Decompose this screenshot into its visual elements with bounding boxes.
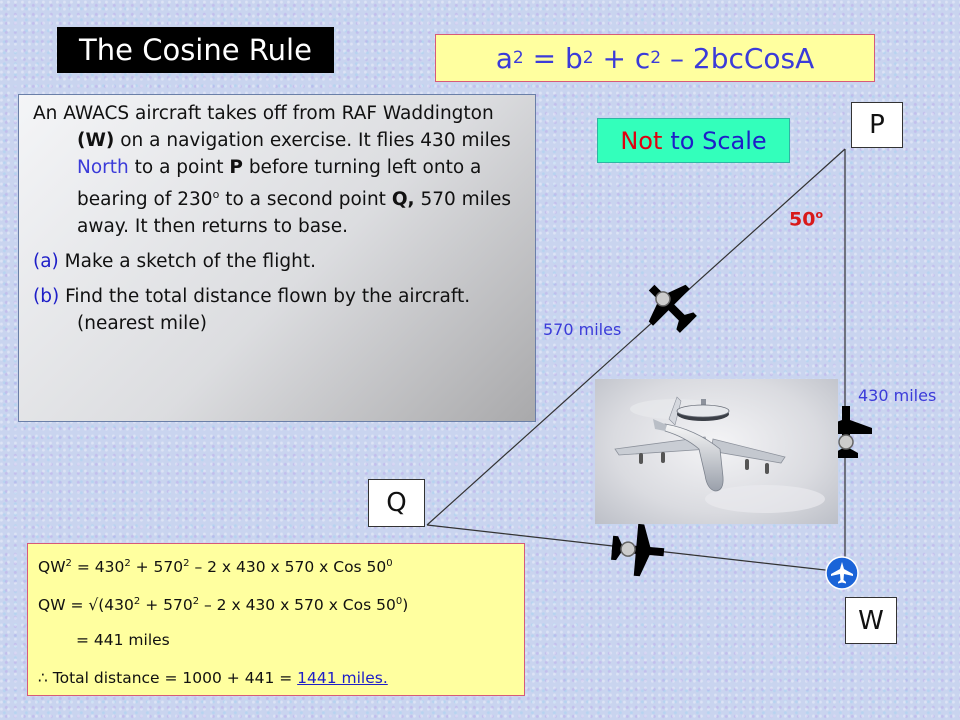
formula-c: c bbox=[634, 41, 651, 75]
part-a: (a) Make a sketch of the flight. bbox=[33, 251, 316, 273]
airplane-icon bbox=[608, 520, 668, 580]
part-a-label: (a) bbox=[33, 251, 59, 273]
solution-line-3: = 441 miles bbox=[76, 631, 170, 649]
page-title: The Cosine Rule bbox=[57, 27, 334, 73]
distance-pq-label: 570 miles bbox=[543, 320, 622, 339]
airport-icon bbox=[825, 556, 859, 590]
label-q: Q, bbox=[391, 189, 415, 211]
formula-exp: 2 bbox=[582, 48, 594, 68]
solution-line-2: QW = $√(430^2 + 570^2 - 2$ x 430 x 570 x Cos $50^0$) bbox=[38, 596, 409, 615]
cosine-rule-formula: a 2 = b 2 + c 2 – 2bcCosA bbox=[435, 34, 875, 82]
part-b-label: (b) bbox=[33, 286, 60, 308]
distance-pw-label: 430 miles bbox=[858, 386, 937, 405]
final-answer: 1441 miles. bbox=[297, 669, 388, 687]
formula-exp: 2 bbox=[512, 48, 524, 68]
solution-line-1: $QW^2 = 430^2 + 570^2 - 2$ x 430 x 570 x Cos $50^0$ bbox=[38, 558, 393, 577]
solution-line-4: ∴ Total distance = 1000 + 441 = 1441 miles. bbox=[38, 669, 388, 687]
label-p: P bbox=[229, 157, 243, 178]
angle-p-label: 50$^o$ bbox=[789, 208, 824, 231]
formula-a: a bbox=[495, 41, 513, 75]
airplane-icon bbox=[640, 276, 700, 336]
part-b: (b) Find the total distance flown by the aircraft. (nearest mile) bbox=[33, 286, 471, 335]
direction-north: North bbox=[77, 157, 129, 178]
awacs-photo bbox=[595, 379, 838, 524]
vertex-w-label: W bbox=[845, 597, 897, 644]
not-to-scale-badge: Not to Scale bbox=[597, 118, 790, 163]
formula-b: b bbox=[564, 41, 583, 75]
solution-box bbox=[27, 543, 525, 696]
vertex-p-label: P bbox=[851, 102, 903, 148]
label-w: (W) bbox=[77, 130, 115, 151]
formula-exp: 2 bbox=[650, 48, 662, 68]
vertex-q-label: Q bbox=[368, 479, 425, 527]
formula-rest: – 2bcCosA bbox=[669, 41, 815, 75]
problem-intro: An AWACS aircraft takes off from RAF Waddington (W) on a navigation exercise. It flies 430 miles North to a point P before turning left onto a bearing of 230$^o$ to a second point Q, 570 miles away. It then returns to base. bbox=[33, 103, 511, 238]
